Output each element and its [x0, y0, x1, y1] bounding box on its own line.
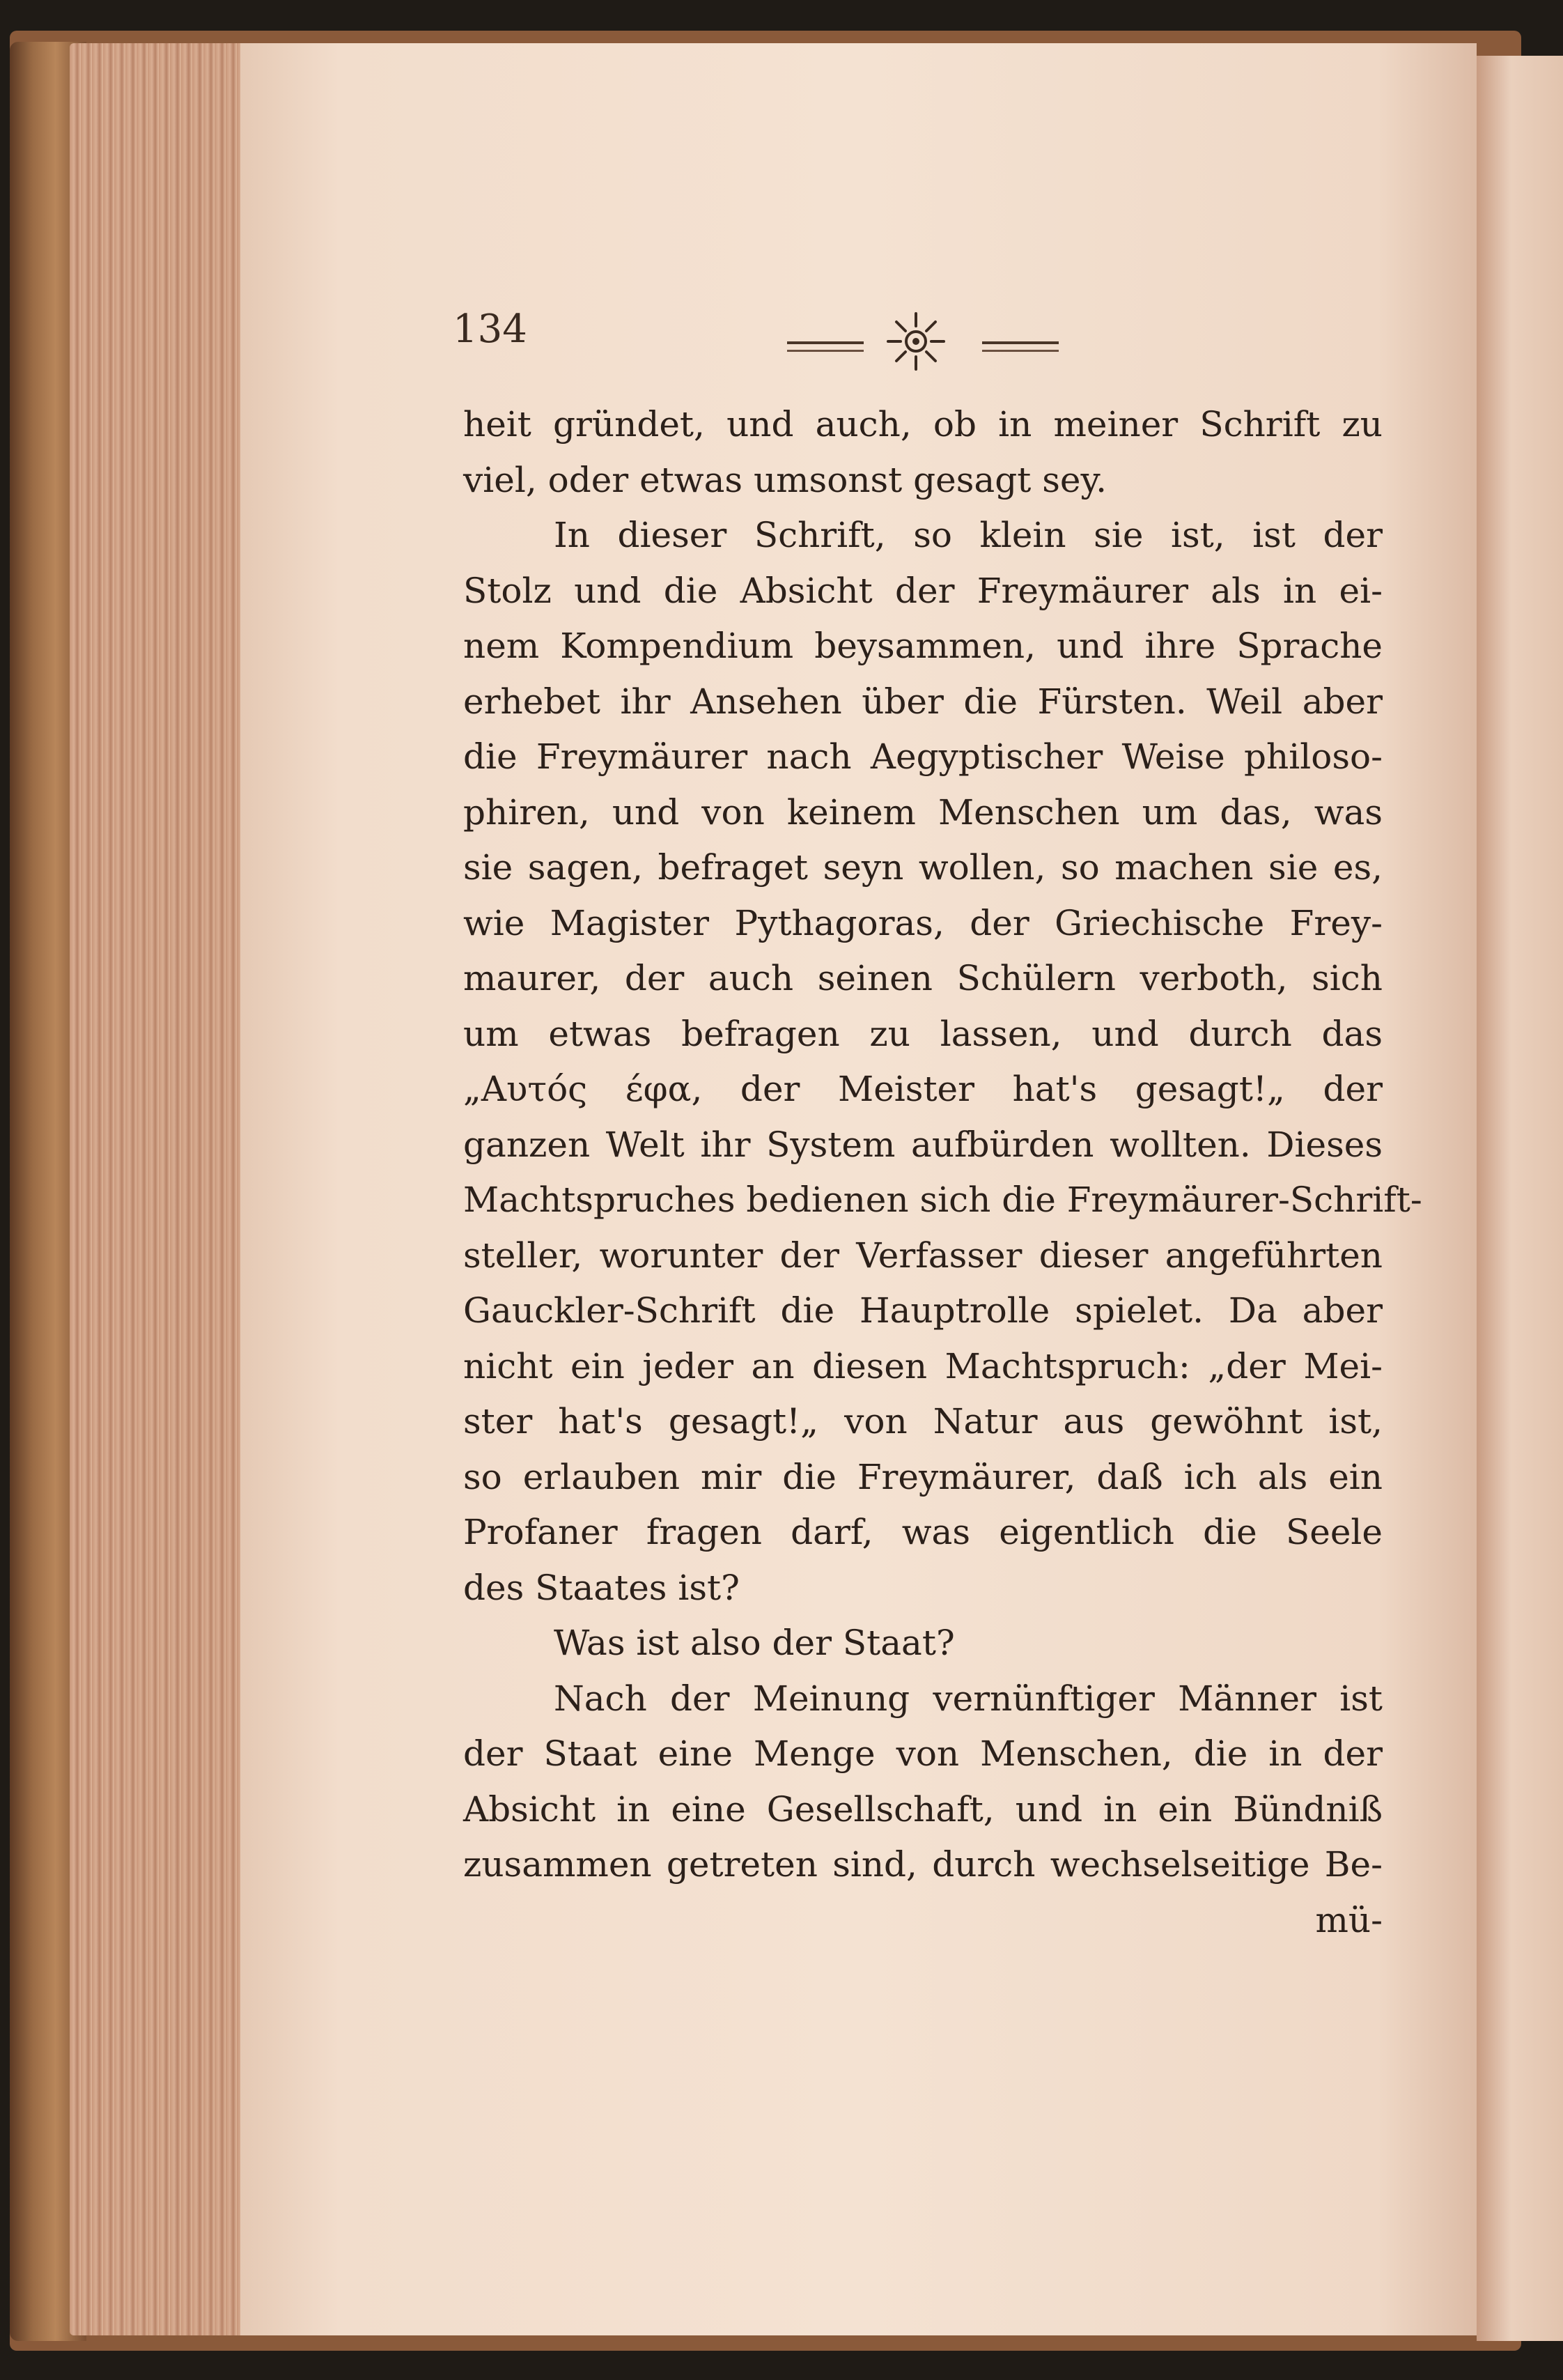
ornament-dash-left: [787, 341, 864, 352]
body-text: [463, 397, 1422, 1948]
text-line: zusammen getreten sind, durch wechselseitige Be-: [463, 1844, 1383, 1885]
text-line: Machtspruches bedienen sich die Freymäurer-Schrift-: [463, 1180, 1422, 1220]
text-line: des Staates ist?: [463, 1567, 740, 1608]
text-line: ster hat's gesagt!„ von Natur aus gewöhnt ist,: [463, 1401, 1383, 1442]
text-line: nicht ein jeder an diesen Machtspruch: „der Mei-: [463, 1345, 1383, 1386]
catchword: mü-: [1315, 1899, 1383, 1940]
text-line: steller, worunter der Verfasser dieser angeführten: [463, 1235, 1383, 1276]
text-line: nem Kompendium beysammen, und ihre Sprache: [463, 626, 1383, 666]
text-line: so erlauben mir die Freymäurer, daß ich als ein: [463, 1456, 1383, 1497]
text-line: In dieser Schrift, so klein sie ist, ist der: [554, 515, 1383, 555]
text-line: viel, oder etwas umsonst gesagt sey.: [463, 459, 1107, 500]
text-line: maurer, der auch seinen Schülern verboth, sich: [463, 958, 1383, 998]
page-edges: [70, 43, 251, 2335]
section-heading: Was ist also der Staat?: [554, 1623, 955, 1663]
text-line: erhebet ihr Ansehen über die Fürsten. Weil aber: [463, 681, 1383, 722]
text-line: sie sagen, befraget seyn wollen, so machen sie es,: [463, 847, 1383, 888]
text-line: Profaner fragen darf, was eigentlich die Seele: [463, 1512, 1383, 1552]
text-line: Nach der Meinung vernünftiger Männer ist: [554, 1678, 1383, 1719]
page-header: [453, 307, 1045, 383]
facing-page-edge: [1477, 56, 1563, 2341]
text-line: Gauckler-Schrift die Hauptrolle spielet. Da aber: [463, 1290, 1383, 1331]
text-line: „Αυτός έφα, der Meister hat's gesagt!„ der: [463, 1069, 1383, 1109]
text-line: wie Magister Pythagoras, der Griechische Frey-: [463, 902, 1383, 943]
text-line: der Staat eine Menge von Menschen, die in der: [463, 1733, 1383, 1774]
text-line: phiren, und von keinem Menschen um das, was: [463, 791, 1383, 833]
text-line: Stolz und die Absicht der Freymäurer als in ei-: [463, 570, 1383, 611]
text-line: die Freymäurer nach Aegyptischer Weise philoso-: [463, 736, 1383, 777]
star-ornament-icon: [881, 307, 951, 376]
text-line: ganzen Welt ihr System aufbürden wollten. Dieses: [463, 1124, 1383, 1165]
text-line: Absicht in eine Gesellschaft, und in ein Bündniß: [463, 1788, 1383, 1830]
text-line: heit gründet, und auch, ob in meiner Schrift zu: [463, 404, 1383, 445]
text-line: um etwas befragen zu lassen, und durch das: [463, 1013, 1383, 1054]
page-number: 134: [453, 307, 527, 352]
ornament-dash-right: [982, 341, 1059, 352]
